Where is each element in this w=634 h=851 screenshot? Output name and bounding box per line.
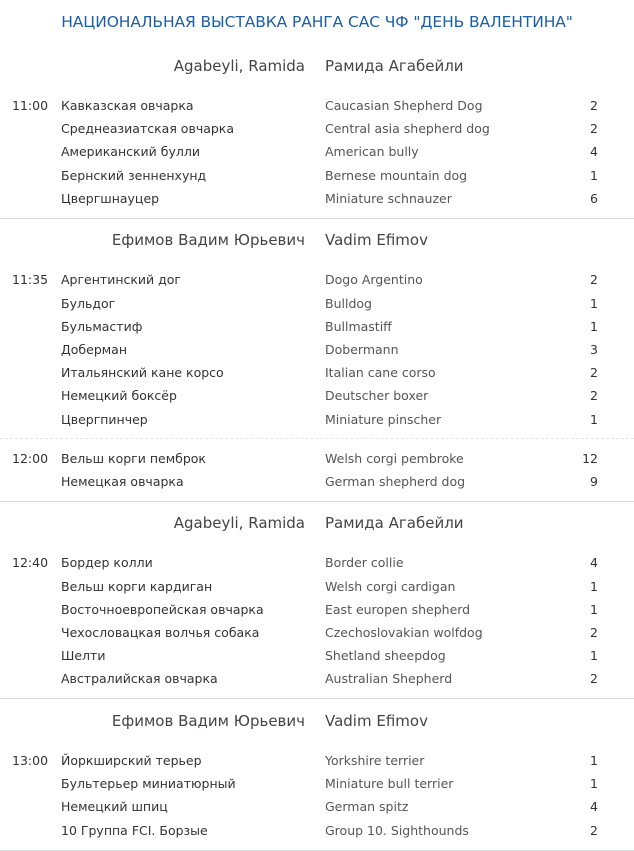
breed-name-en: German shepherd dog [325, 474, 466, 489]
breed-name-ru: Немецкий боксёр [61, 388, 177, 403]
breed-name-en: Australian Shepherd [325, 671, 453, 686]
table-row [0, 272, 634, 292]
judge-name-latin: Ефимов Вадим Юрьевич [111, 712, 305, 730]
breed-name-ru: Австралийская овчарка [61, 671, 218, 686]
table-row [0, 144, 634, 164]
section-divider [0, 698, 634, 699]
table-row [0, 602, 634, 622]
table-row [0, 365, 634, 385]
breed-name-en: Bernese mountain dog [325, 168, 468, 183]
judge-name-latin: Agabeyli, Ramida [173, 57, 305, 75]
dog-count: 9 [590, 474, 598, 489]
dog-count: 2 [590, 625, 598, 640]
breed-name-ru: Цвергшнауцер [61, 191, 160, 206]
breed-name-ru: Шелти [61, 648, 106, 663]
breed-name-ru: Бульдог [61, 296, 116, 311]
dog-count: 6 [590, 191, 598, 206]
breed-name-en: Welsh corgi cardigan [325, 579, 456, 594]
breed-name-ru: Немецкий шпиц [61, 799, 168, 814]
breed-name-en: Czechoslovakian wolfdog [325, 625, 483, 640]
breed-name-en: Miniature pinscher [325, 412, 442, 427]
breed-name-ru: Вельш корги пемброк [61, 451, 206, 466]
table-row [0, 753, 634, 773]
judge-name-cyrillic: Рамида Агабейли [325, 57, 464, 75]
breed-name-en: Group 10. Sighthounds [325, 823, 469, 838]
breed-name-en: Yorkshire terrier [325, 753, 425, 768]
dog-count: 4 [590, 555, 598, 570]
breed-name-ru: Чехословацкая волчья собака [61, 625, 260, 640]
dog-count: 2 [590, 98, 598, 113]
dog-count: 2 [590, 671, 598, 686]
table-row [0, 625, 634, 645]
dog-count: 2 [590, 121, 598, 136]
judge-name-cyrillic: Vadim Efimov [325, 712, 428, 730]
table-row [0, 121, 634, 141]
table-row [0, 98, 634, 118]
breed-name-en: Deutscher boxer [325, 388, 429, 403]
breed-name-ru: Бульмастиф [61, 319, 143, 334]
breed-name-en: Miniature schnauzer [325, 191, 452, 206]
table-row [0, 296, 634, 316]
dog-count: 4 [590, 799, 598, 814]
breed-name-ru: Немецкая овчарка [61, 474, 184, 489]
breed-name-en: American bully [325, 144, 419, 159]
table-row [0, 168, 634, 188]
breed-name-ru: Аргентинский дог [61, 272, 181, 287]
dog-count: 3 [590, 342, 598, 357]
breed-name-en: Shetland sheepdog [325, 648, 446, 663]
breed-name-ru: Доберман [61, 342, 128, 357]
table-row [0, 342, 634, 362]
breed-name-en: Caucasian Shepherd Dog [325, 98, 483, 113]
breed-name-ru: Среднеазиатская овчарка [61, 121, 235, 136]
table-row [0, 474, 634, 494]
dog-count: 2 [590, 388, 598, 403]
table-row [0, 451, 634, 471]
dog-count: 1 [590, 168, 598, 183]
breed-name-ru: Бернский зенненхунд [61, 168, 207, 183]
breed-name-ru: Итальянский кане корсо [61, 365, 224, 380]
dog-count: 1 [590, 776, 598, 791]
breed-name-ru: Кавказская овчарка [61, 98, 194, 113]
table-row [0, 799, 634, 819]
page-title: НАЦИОНАЛЬНАЯ ВЫСТАВКА РАНГА САС ЧФ "ДЕНЬ ВАЛЕНТИНА" [61, 13, 573, 31]
table-row [0, 388, 634, 408]
dog-count: 1 [590, 579, 598, 594]
breed-name-en: Border collie [325, 555, 404, 570]
breed-name-ru: Цвергпинчер [61, 412, 148, 427]
breed-name-en: Welsh corgi pembroke [325, 451, 464, 466]
judge-name-latin: Agabeyli, Ramida [173, 514, 305, 532]
breed-name-ru: Бордер колли [61, 555, 153, 570]
breed-name-en: East europen shepherd [325, 602, 471, 617]
ring-time: 12:40 [12, 555, 49, 570]
breed-name-en: German spitz [325, 799, 409, 814]
table-row [0, 648, 634, 668]
table-row [0, 555, 634, 575]
breed-name-ru: 10 Группа FCI. Борзые [61, 823, 208, 838]
ring-time: 12:00 [12, 451, 49, 466]
table-row [0, 823, 634, 843]
dog-count: 1 [590, 319, 598, 334]
section-divider [0, 218, 634, 219]
section-divider [0, 501, 634, 502]
ring-time: 11:35 [12, 272, 49, 287]
table-row [0, 579, 634, 599]
dog-count: 1 [590, 753, 598, 768]
dog-count: 2 [590, 272, 598, 287]
ring-time: 13:00 [12, 753, 49, 768]
breed-name-ru: Американский булли [61, 144, 200, 159]
breed-name-ru: Йоркширский терьер [61, 753, 202, 768]
dog-count: 1 [590, 296, 598, 311]
table-row [0, 191, 634, 211]
breed-name-ru: Вельш корги кардиган [61, 579, 213, 594]
breed-name-en: Central asia shepherd dog [325, 121, 490, 136]
breed-name-en: Bulldog [325, 296, 372, 311]
breed-name-en: Dogo Argentino [325, 272, 423, 287]
dog-count: 12 [582, 451, 598, 466]
dog-count: 2 [590, 365, 598, 380]
judge-name-cyrillic: Vadim Efimov [325, 231, 428, 249]
dog-count: 2 [590, 823, 598, 838]
table-row [0, 776, 634, 796]
judge-name-cyrillic: Рамида Агабейли [325, 514, 464, 532]
dog-count: 1 [590, 602, 598, 617]
table-row [0, 412, 634, 432]
breed-name-ru: Восточноевропейская овчарка [61, 602, 264, 617]
judge-name-latin: Ефимов Вадим Юрьевич [111, 231, 305, 249]
table-row [0, 319, 634, 339]
table-row [0, 671, 634, 691]
breed-name-en: Bullmastiff [325, 319, 392, 334]
breed-name-ru: Бультерьер миниатюрный [61, 776, 236, 791]
ring-time: 11:00 [12, 98, 49, 113]
breed-name-en: Italian cane corso [325, 365, 436, 380]
dog-count: 1 [590, 648, 598, 663]
group-divider [0, 438, 634, 439]
dog-count: 4 [590, 144, 598, 159]
dog-count: 1 [590, 412, 598, 427]
breed-name-en: Dobermann [325, 342, 399, 357]
breed-name-en: Miniature bull terrier [325, 776, 454, 791]
